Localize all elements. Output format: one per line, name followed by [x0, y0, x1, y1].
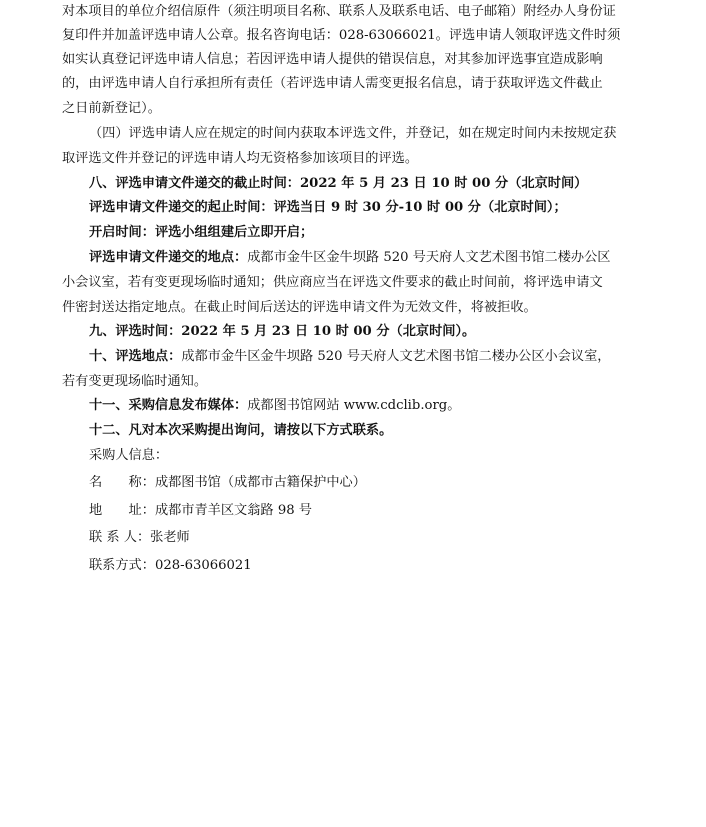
- submission-window-value: 评选当日 9 时 30 分-10 时 00 分（北京时间）；: [273, 200, 567, 215]
- purchaser-name-value: 成都图书馆（成都市古籍保护中心）: [154, 475, 366, 490]
- purchaser-contact-row: [89, 526, 679, 550]
- opening-time: [89, 221, 679, 245]
- submission-place-line-1: [89, 246, 679, 270]
- registration-line-3: 如实认真登记评选申请人信息；若因评选申请人提供的错误信息，对其参加评选事宜造成影响: [62, 52, 603, 67]
- section-eleven-value: 成都图书馆网站 www.cdclib.org。: [247, 398, 461, 413]
- purchaser-name-row: [89, 471, 679, 495]
- registration-line-1: 对本项目的单位介绍信原件（须注明项目名称、联系人及联系电话、电子邮箱）附经办人身份证: [62, 4, 616, 19]
- clause-four-line-1: （四）评选申请人应在规定的时间内获取本评选文件，并登记，如在规定时间内未按规定获: [89, 126, 617, 141]
- opening-time-value: 评选小组组建后立即开启；: [154, 225, 314, 240]
- submission-window-label: 评选申请文件递交的起止时间：: [89, 200, 274, 215]
- section-eleven: [89, 394, 679, 418]
- registration-line-2: 复印件并加盖评选申请人公章。报名咨询电话：028-63066021。评选申请人领取评选文件时须: [62, 28, 621, 43]
- submission-window: [89, 196, 679, 220]
- purchaser-address-value: 成都市青羊区文翁路 98 号: [154, 503, 312, 518]
- purchaser-phone-label: 联系方式：: [89, 558, 155, 573]
- purchaser-phone-row: [89, 554, 679, 578]
- section-nine-evaluation-time: 九、评选时间：2022 年 5 月 23 日 10 时 00 分（北京时间）。: [89, 324, 476, 339]
- purchaser-address-label: 地 址：: [89, 503, 155, 518]
- section-eight-deadline: 八、评选申请文件递交的截止时间：2022 年 5 月 23 日 10 时 00 分（北京时间）: [89, 176, 588, 191]
- section-ten-line-1: [89, 345, 679, 369]
- section-twelve: 十二、凡对本次采购提出询问，请按以下方式联系。: [89, 423, 393, 438]
- submission-place-label: 评选申请文件递交的地点：: [89, 250, 248, 265]
- purchaser-name-label: 名 称：: [89, 475, 155, 490]
- purchaser-phone-value: 028-63066021: [154, 558, 252, 573]
- opening-time-label: 开启时间：: [89, 225, 155, 240]
- purchaser-contact-value: 张老师: [150, 530, 190, 545]
- section-ten-value: 成都市金牛区金牛坝路 520 号天府人文艺术图书馆二楼办公区小会议室，: [181, 349, 611, 364]
- submission-place-line-2: 小会议室，若有变更现场临时通知；供应商应当在评选文件要求的截止时间前，将评选申请文: [62, 275, 603, 290]
- submission-place-line-3: 件密封送达指定地点。在截止时间后送达的评选申请文件为无效文件，将被拒收。: [62, 300, 537, 315]
- clause-four-line-2: 取评选文件并登记的评选申请人均无资格参加该项目的评选。: [62, 151, 419, 166]
- section-ten-line-2: 若有变更现场临时通知。: [62, 374, 208, 389]
- section-eleven-label: 十一、采购信息发布媒体：: [89, 398, 248, 413]
- purchaser-heading: 采购人信息：: [89, 448, 169, 463]
- registration-line-4: 的，由评选申请人自行承担所有责任（若评选申请人需变更报名信息，请于获取评选文件截止: [62, 76, 603, 91]
- purchaser-contact-label: 联 系 人：: [89, 530, 151, 545]
- section-ten-label: 十、评选地点：: [89, 349, 182, 364]
- purchaser-address-row: [89, 499, 679, 523]
- submission-place-value: 成都市金牛区金牛坝路 520 号天府人文艺术图书馆二楼办公区: [247, 250, 611, 265]
- registration-line-5: 之日前新登记）。: [62, 101, 161, 116]
